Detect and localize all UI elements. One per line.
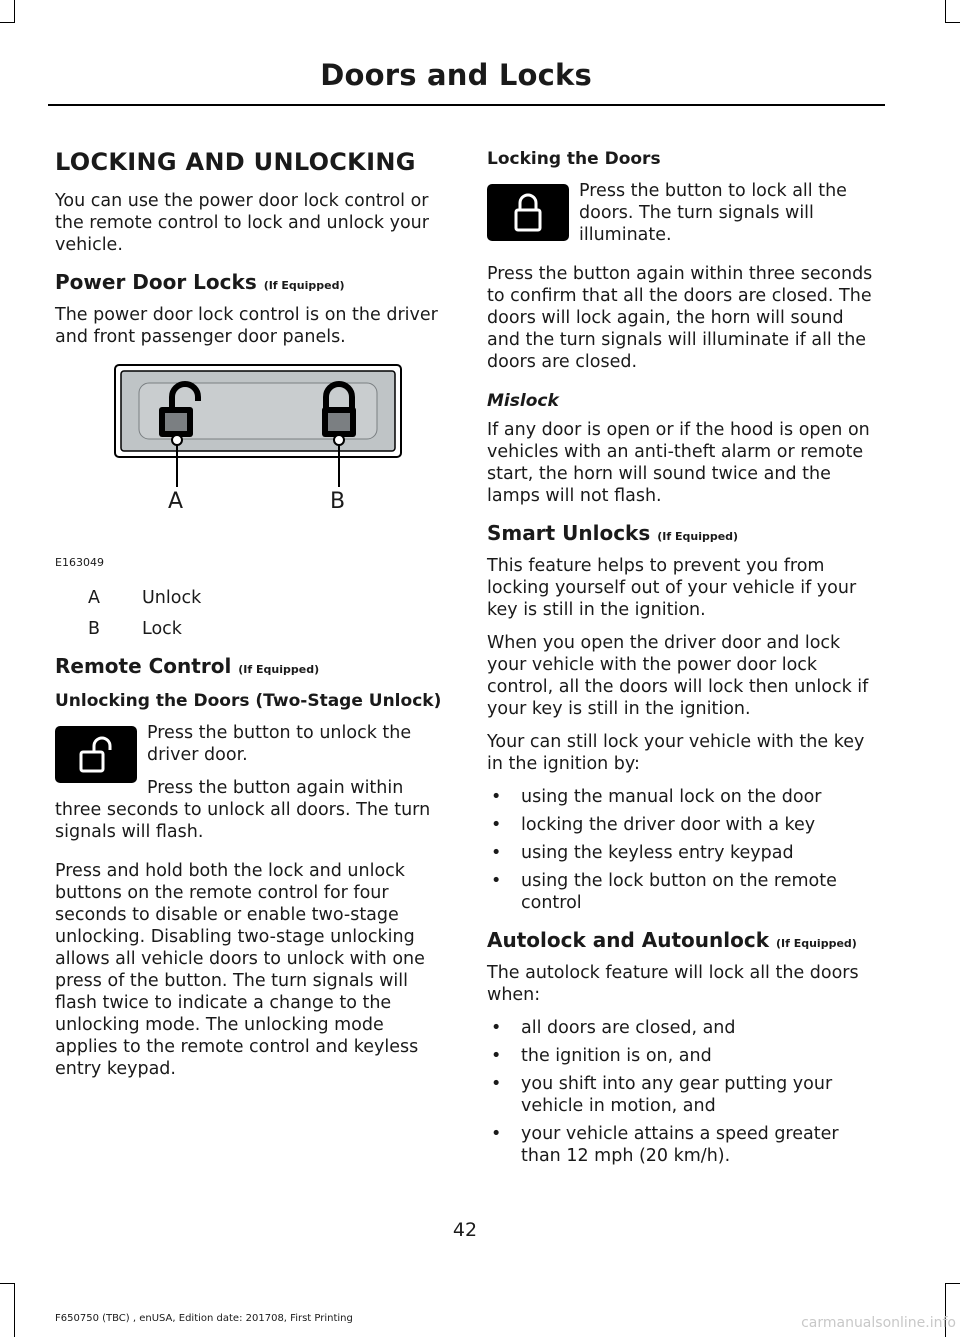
locking-paragraph-1: Press the button to lock all the doors. The turn signals will illuminate. bbox=[579, 181, 847, 245]
callout-b: B bbox=[330, 489, 346, 514]
smart-unlocks-heading bbox=[487, 521, 882, 545]
unlocking-doors-heading: Unlocking the Doors (Two-Stage Unlock) bbox=[55, 691, 442, 711]
section-title: LOCKING AND UNLOCKING bbox=[55, 148, 416, 176]
list-item: • you shift into any gear putting your vehicle in motion, and bbox=[487, 1073, 882, 1117]
list-item: • using the lock button on the remote control bbox=[487, 870, 882, 914]
header-divider bbox=[48, 104, 885, 106]
left-column bbox=[55, 140, 447, 1091]
autolock-conditions-list bbox=[487, 1017, 882, 1167]
page-header-title: Doors and Locks bbox=[320, 58, 592, 92]
heading-qualifier: (If Equipped) bbox=[775, 937, 857, 950]
smart-paragraph-2: When you open the driver door and lock your vehicle with the power door lock control, all the doors will lock then unlock if your key is still in the ignition. bbox=[487, 633, 869, 719]
heading-qualifier: (If Equipped) bbox=[657, 530, 739, 543]
watermark: carmanualsonline.info bbox=[801, 1315, 956, 1331]
list-item: • using the keyless entry keypad bbox=[487, 842, 882, 864]
crop-mark bbox=[945, 0, 946, 22]
right-column bbox=[487, 140, 882, 1177]
callout-a: A bbox=[168, 489, 184, 514]
figure-id: E163049 bbox=[55, 556, 104, 569]
legend-row bbox=[55, 587, 447, 609]
crop-mark bbox=[14, 1283, 15, 1337]
edition-footer: F650750 (TBC) , enUSA, Edition date: 201708, First Printing bbox=[55, 1313, 353, 1324]
mislock-heading: Mislock bbox=[487, 391, 559, 411]
page-number: 42 bbox=[452, 1219, 478, 1241]
unlock-paragraph-1: Press the button to unlock the driver door. bbox=[147, 723, 412, 765]
legend-label: Lock bbox=[142, 619, 182, 639]
list-item: • using the manual lock on the door bbox=[487, 786, 882, 808]
heading-text: Remote Control bbox=[55, 654, 232, 678]
crop-mark bbox=[0, 1283, 15, 1284]
figure-legend bbox=[55, 587, 447, 640]
unlock-paragraph-2: Press the button again within three seconds to unlock all doors. The turn signals will flash. bbox=[55, 778, 431, 842]
unlock-instruction-block bbox=[55, 722, 447, 854]
door-lock-switch-illustration bbox=[55, 359, 447, 569]
heading-qualifier: (If Equipped) bbox=[238, 663, 320, 676]
locking-doors-heading: Locking the Doors bbox=[487, 149, 661, 169]
crop-mark bbox=[945, 1283, 960, 1284]
smart-lock-methods-list bbox=[487, 786, 882, 914]
legend-key: B bbox=[88, 619, 101, 639]
heading-text: Autolock and Autounlock bbox=[487, 928, 769, 952]
power-door-locks-heading bbox=[55, 270, 447, 294]
lock-button-icon bbox=[487, 184, 569, 241]
unlock-paragraph-3: Press and hold both the lock and unlock buttons on the remote control for four seconds to disable or enable two-stage unlocking. Disabling two-stage unlocking allows all vehicle doors to unlock with one press of the button. The turn signals will flash twice to indicate a change to the unlocking mode. The unlocking mode applies to the remote control and keyless entry keypad. bbox=[55, 861, 425, 1079]
legend-key: A bbox=[88, 588, 100, 608]
autolock-heading bbox=[487, 928, 882, 952]
heading-text: Power Door Locks bbox=[55, 270, 257, 294]
heading-text: Smart Unlocks bbox=[487, 521, 651, 545]
list-item: • all doors are closed, and bbox=[487, 1017, 882, 1039]
mislock-paragraph: If any door is open or if the hood is open on vehicles with an anti-theft alarm or remote start, the horn will sound twice and the lamps will not flash. bbox=[487, 420, 870, 506]
remote-control-heading bbox=[55, 654, 447, 678]
smart-paragraph-1: This feature helps to prevent you from locking yourself out of your vehicle if your key is still in the ignition. bbox=[487, 556, 857, 620]
list-item: • the ignition is on, and bbox=[487, 1045, 882, 1067]
crop-mark bbox=[14, 0, 15, 22]
legend-row bbox=[55, 618, 447, 640]
power-door-locks-paragraph: The power door lock control is on the driver and front passenger door panels. bbox=[55, 305, 438, 347]
list-item: • locking the driver door with a key bbox=[487, 814, 882, 836]
crop-mark bbox=[945, 22, 960, 23]
intro-paragraph: You can use the power door lock control or the remote control to lock and unlock your vehicle. bbox=[55, 191, 429, 255]
autolock-paragraph: The autolock feature will lock all the doors when: bbox=[487, 963, 859, 1005]
legend-label: Unlock bbox=[142, 588, 202, 608]
heading-qualifier: (If Equipped) bbox=[263, 279, 345, 292]
lock-instruction-block bbox=[487, 180, 882, 257]
list-item: • your vehicle attains a speed greater than 12 mph (20 km/h). bbox=[487, 1123, 882, 1167]
door-lock-switch-figure bbox=[55, 359, 447, 569]
unlock-button-icon bbox=[55, 726, 137, 783]
locking-paragraph-2: Press the button again within three seconds to confirm that all the doors are closed. The doors will lock again, the horn will sound and the turn signals will illuminate if all the doors are closed. bbox=[487, 264, 873, 372]
smart-paragraph-3: Your can still lock your vehicle with the key in the ignition by: bbox=[487, 732, 865, 774]
crop-mark bbox=[0, 22, 15, 23]
